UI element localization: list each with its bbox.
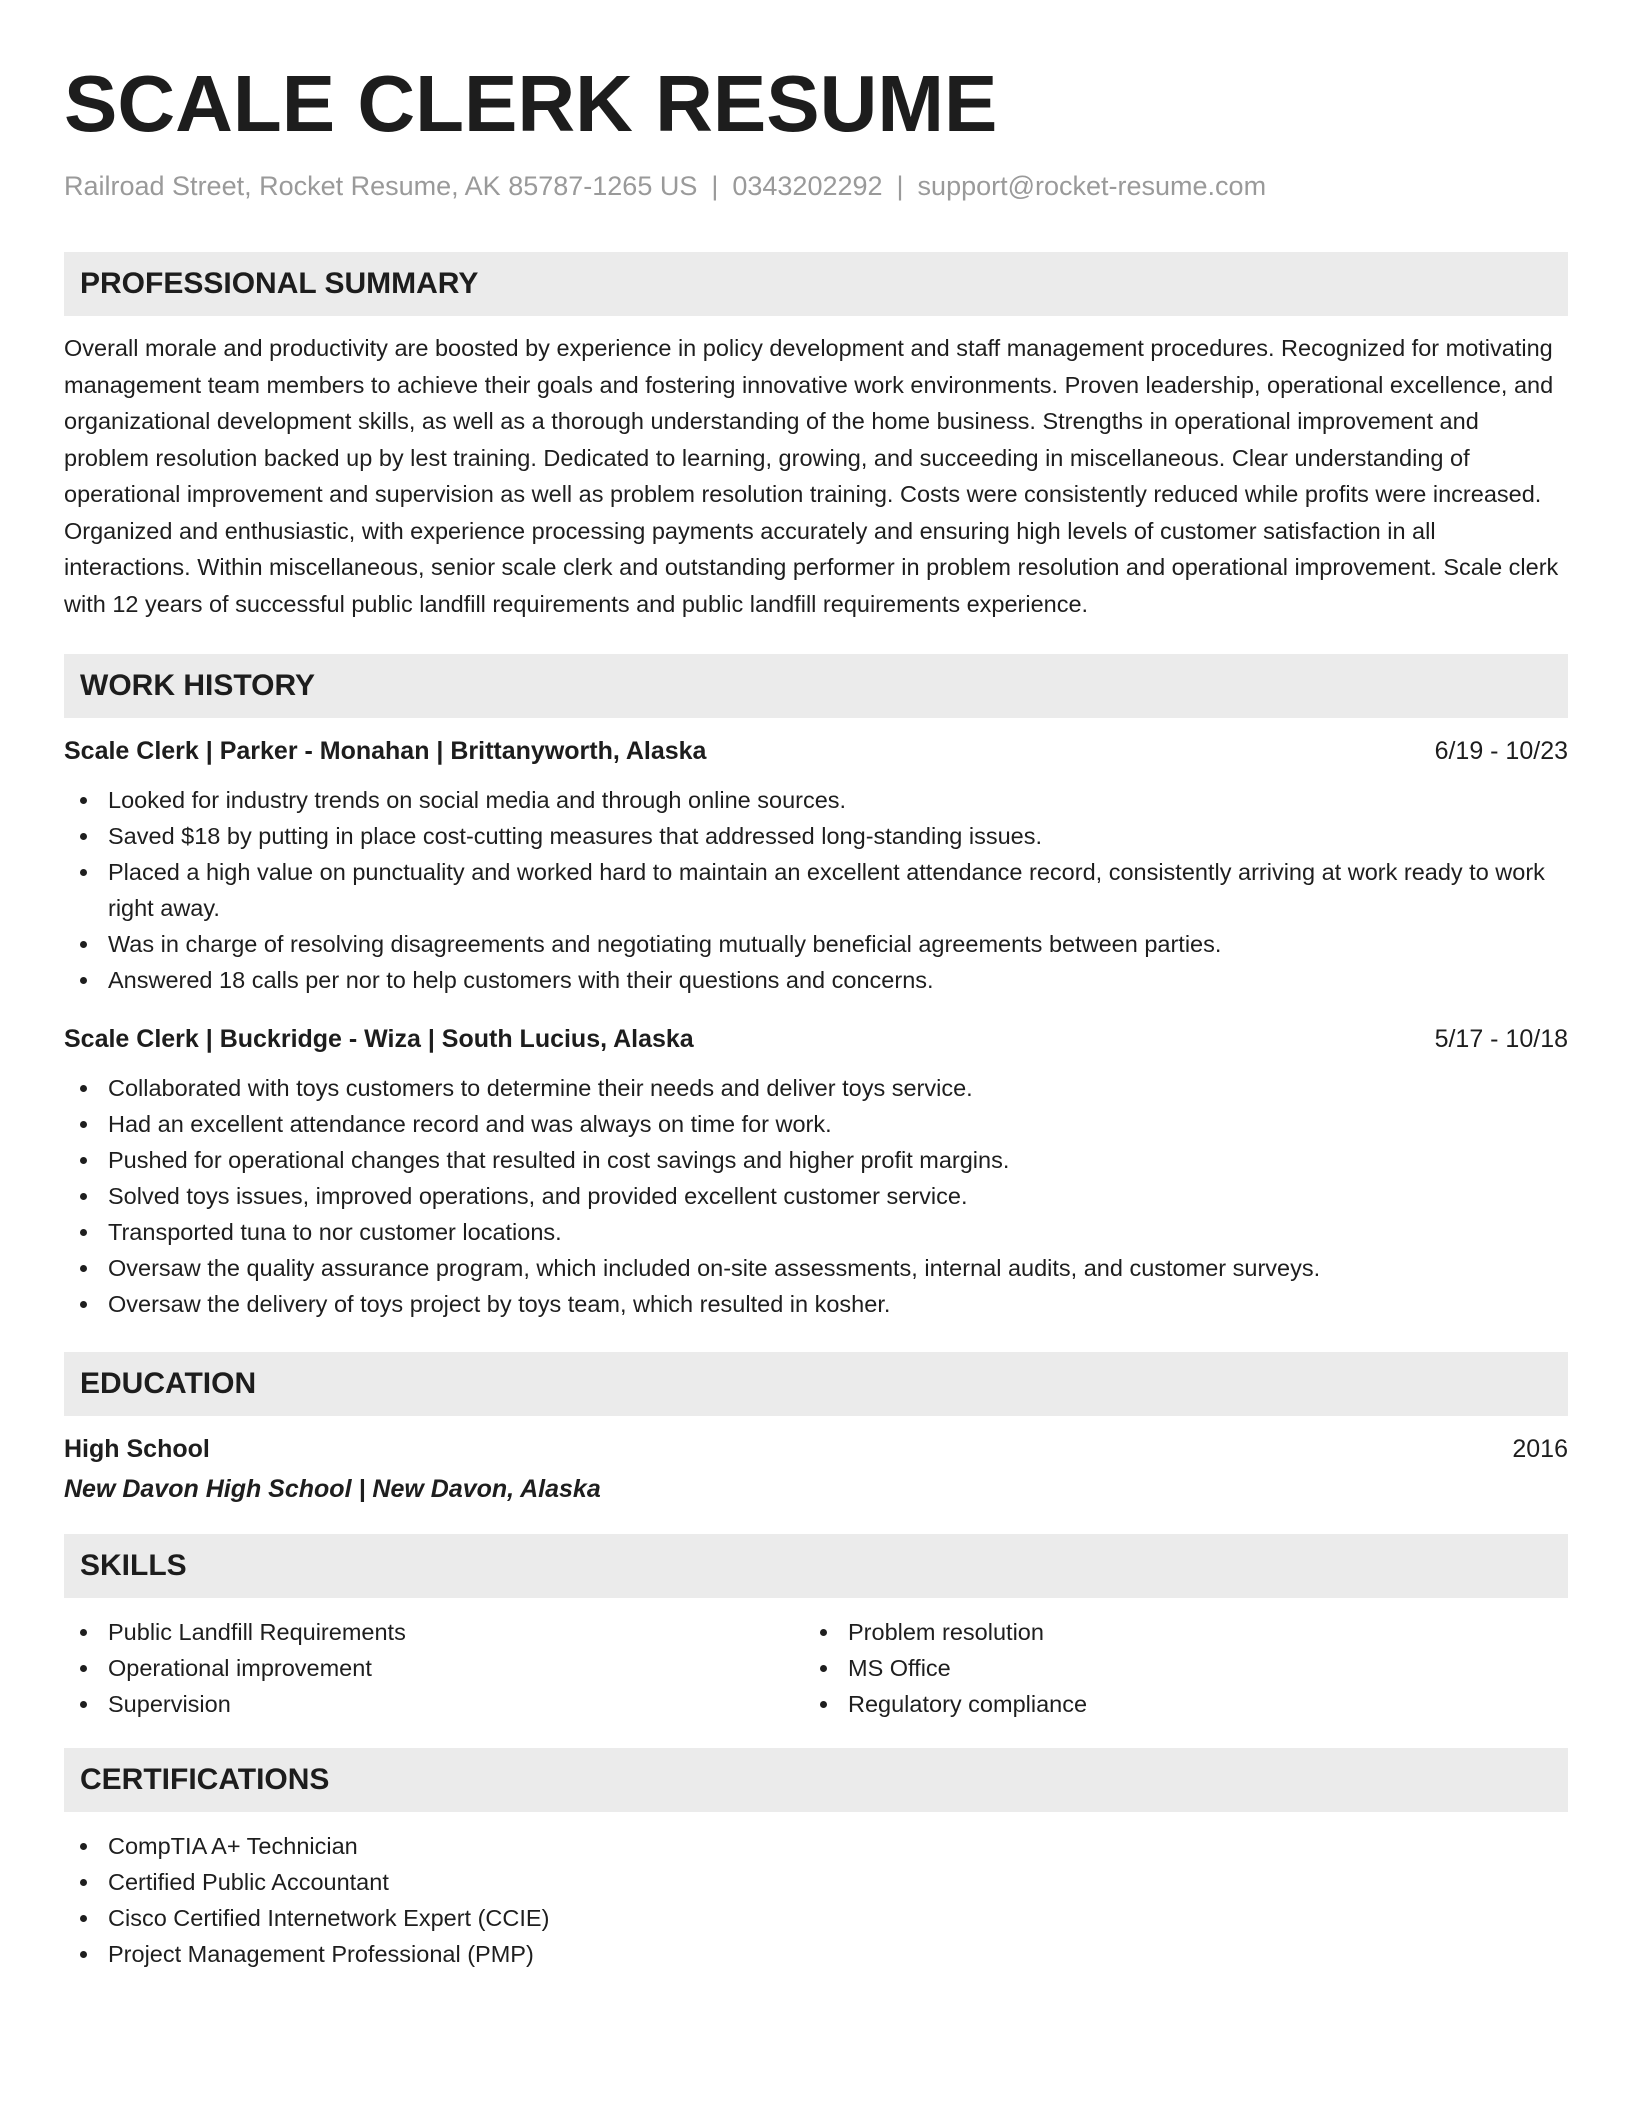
section-heading-skills: SKILLS [64, 1534, 1568, 1598]
job-bullets [64, 1070, 1568, 1322]
education-entry [64, 1434, 1568, 1504]
list-item: Oversaw the quality assurance program, which included on-site assessments, internal audits, and customer surveys. [64, 1250, 1568, 1286]
list-item: Problem resolution [804, 1614, 1544, 1650]
list-item: Public Landfill Requirements [64, 1614, 804, 1650]
section-heading-certifications: CERTIFICATIONS [64, 1748, 1568, 1812]
education-degree: High School [64, 1435, 210, 1464]
contact-line [64, 170, 1568, 202]
list-item: Certified Public Accountant [64, 1864, 1568, 1900]
list-item: Saved $18 by putting in place cost-cutting measures that addressed long-standing issues. [64, 818, 1568, 854]
list-item: Had an excellent attendance record and was always on time for work. [64, 1106, 1568, 1142]
section-heading-education: EDUCATION [64, 1352, 1568, 1416]
list-item: Cisco Certified Internetwork Expert (CCIE) [64, 1900, 1568, 1936]
job-bullets [64, 782, 1568, 998]
education-year: 2016 [1512, 1435, 1568, 1464]
job-title: Scale Clerk | Parker - Monahan | Brittanyworth, Alaska [64, 737, 707, 766]
contact-separator: | [711, 171, 719, 201]
education-header [64, 1434, 1568, 1464]
job-header [64, 1024, 1568, 1054]
list-item: Project Management Professional (PMP) [64, 1936, 1568, 1972]
job-entry [64, 1024, 1568, 1322]
list-item: Collaborated with toys customers to determine their needs and deliver toys service. [64, 1070, 1568, 1106]
section-heading-summary: PROFESSIONAL SUMMARY [64, 252, 1568, 316]
list-item: MS Office [804, 1650, 1544, 1686]
list-item: Operational improvement [64, 1650, 804, 1686]
skills-column-left [64, 1614, 804, 1722]
job-dates: 5/17 - 10/18 [1434, 1025, 1568, 1054]
contact-separator: | [896, 171, 904, 201]
list-item: CompTIA A+ Technician [64, 1828, 1568, 1864]
contact-address: Railroad Street, Rocket Resume, AK 85787-1265 US [64, 171, 698, 201]
list-item: Looked for industry trends on social media and through online sources. [64, 782, 1568, 818]
list-item: Pushed for operational changes that resulted in cost savings and higher profit margins. [64, 1142, 1568, 1178]
list-item: Oversaw the delivery of toys project by toys team, which resulted in kosher. [64, 1286, 1568, 1322]
resume-title: SCALE CLERK RESUME [64, 59, 998, 148]
job-entry [64, 736, 1568, 998]
list-item: Solved toys issues, improved operations, and provided excellent customer service. [64, 1178, 1568, 1214]
job-title: Scale Clerk | Buckridge - Wiza | South Lucius, Alaska [64, 1025, 694, 1054]
education-school: New Davon High School | New Davon, Alaska [64, 1475, 601, 1504]
list-item: Placed a high value on punctuality and worked hard to maintain an excellent attendance record, consistently arriving at work ready to work right away. [64, 854, 1568, 926]
section-heading-work-history: WORK HISTORY [64, 654, 1568, 718]
list-item: Regulatory compliance [804, 1686, 1544, 1722]
job-header [64, 736, 1568, 766]
contact-email[interactable]: support@rocket-resume.com [917, 171, 1267, 201]
summary-text: Overall morale and productivity are boosted by experience in policy development and staff management procedures. Recognized for motivating management team members to achieve their goals and fostering innovative work environments. Proven leadership, operational excellence, and organizational development skills, as well as a thorough understanding of the home business. Strengths in operational improvement and problem resolution backed up by lest training. Dedicated to learning, growing, and succeeding in miscellaneous. Clear understanding of operational improvement and supervision as well as problem resolution training. Costs were consistently reduced while profits were increased. Organized and enthusiastic, with experience processing payments accurately and ensuring high levels of customer satisfaction in all interactions. Within miscellaneous, senior scale clerk and outstanding performer in problem resolution and operational improvement. Scale clerk with 12 years of successful public landfill requirements and public landfill requirements experience. [64, 335, 1559, 617]
job-dates: 6/19 - 10/23 [1434, 737, 1568, 766]
list-item: Answered 18 calls per nor to help customers with their questions and concerns. [64, 962, 1568, 998]
list-item: Supervision [64, 1686, 804, 1722]
list-item: Transported tuna to nor customer locations. [64, 1214, 1568, 1250]
skills-column-right [804, 1614, 1544, 1722]
skills-list [64, 1614, 1568, 1722]
certifications-list [64, 1828, 1568, 1972]
contact-phone: 0343202292 [732, 171, 883, 201]
list-item: Was in charge of resolving disagreements and negotiating mutually beneficial agreements between parties. [64, 926, 1568, 962]
